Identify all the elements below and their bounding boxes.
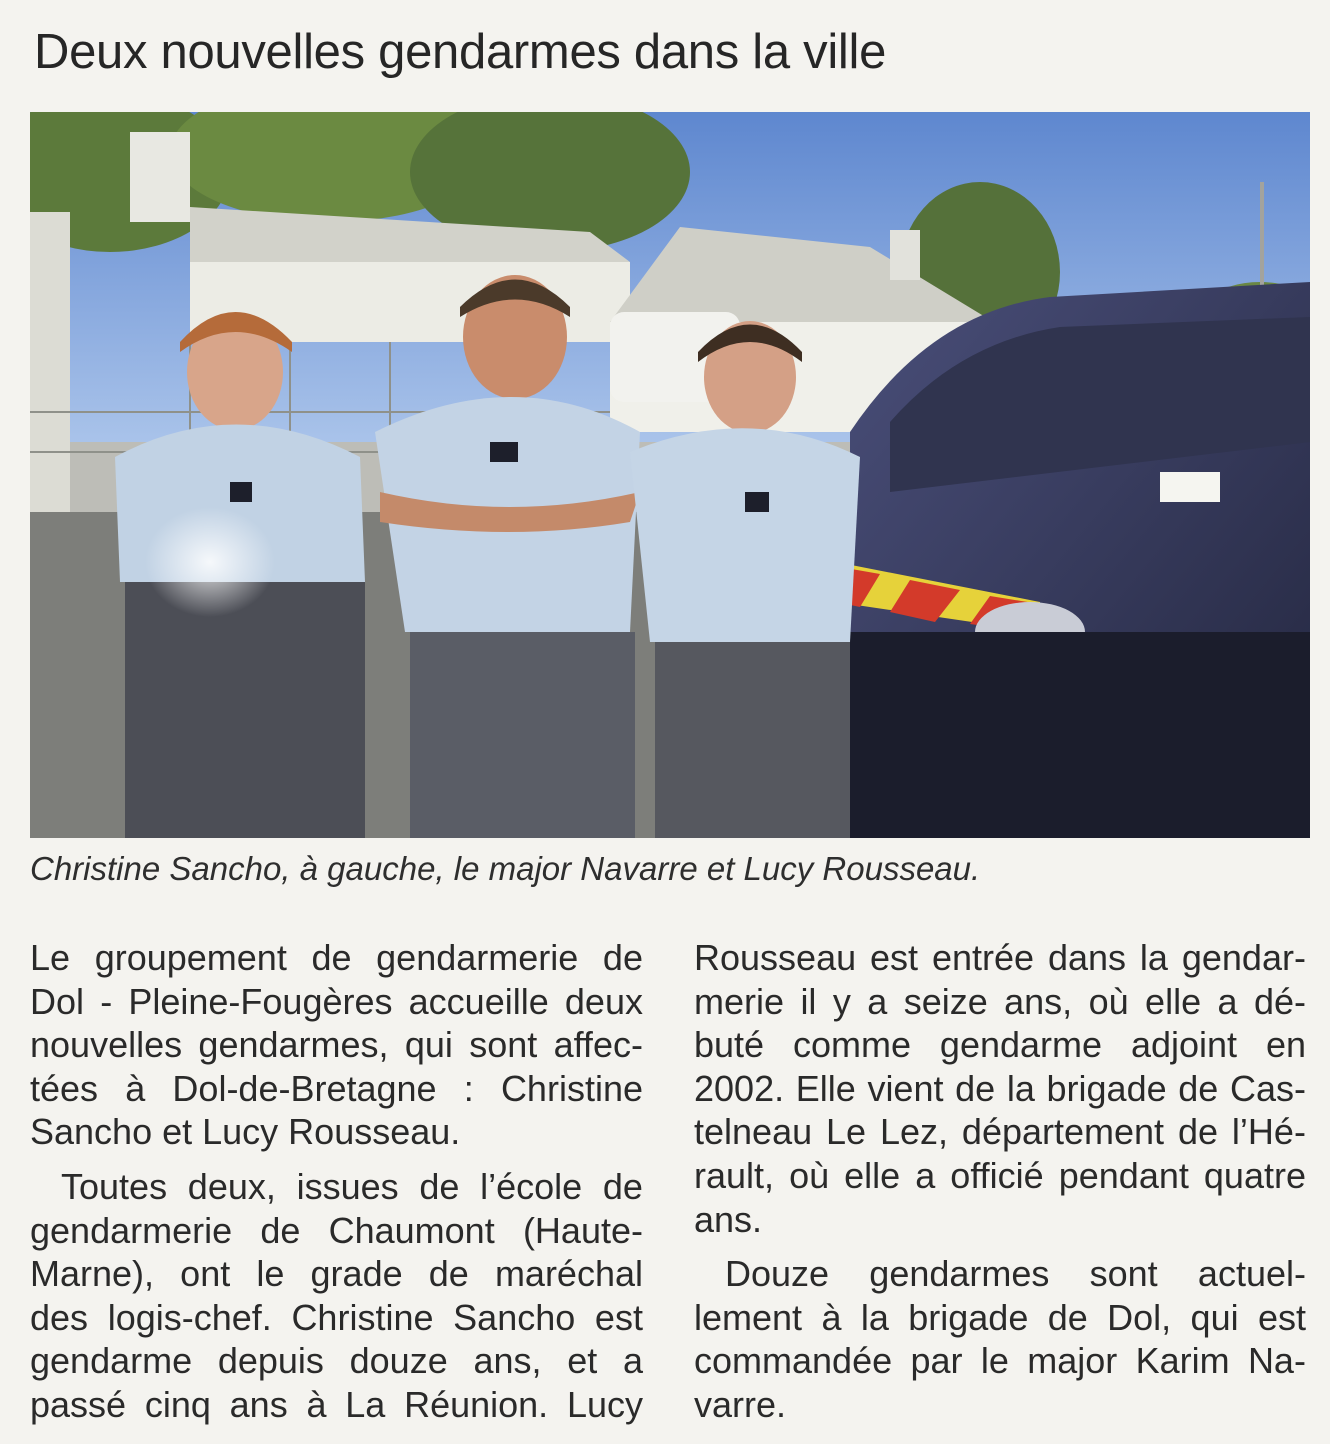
- text-line: Marne), ont le grade de maréchal: [30, 1253, 643, 1295]
- text-line: commandée par le major Karim Na-: [694, 1340, 1306, 1382]
- text-line: merie il y a seize ans, où elle a dé-: [694, 980, 1306, 1022]
- text-line: gendarme depuis douze ans, et a: [30, 1340, 643, 1382]
- text-line: nouvelles gendarmes, qui sont affec-: [30, 1024, 643, 1066]
- article-headline: Deux nouvelles gendarmes dans la ville: [34, 25, 887, 79]
- text-line: varre.: [694, 1383, 787, 1425]
- body-column-left: [30, 936, 643, 1427]
- text-line: Sancho et Lucy Rousseau.: [30, 1111, 461, 1153]
- gendarmerie-vehicle: [836, 282, 1310, 838]
- text-line: ans.: [694, 1198, 763, 1240]
- photo-caption: Christine Sancho, à gauche, le major Navarre et Lucy Rousseau.: [30, 850, 981, 887]
- text-line: buté comme gendarme adjoint en: [694, 1024, 1306, 1066]
- text-line: Toutes deux, issues de l’école de: [61, 1165, 643, 1207]
- chimney: [130, 132, 190, 222]
- text-line: tées à Dol-de-Bretagne : Christine: [30, 1067, 643, 1109]
- text-line: passé cinq ans à La Réunion. Lucy: [30, 1383, 643, 1425]
- article-photo: [30, 112, 1310, 838]
- text-line: 2002. Elle vient de la brigade de Cas-: [694, 1067, 1306, 1109]
- text-line: lement à la brigade de Dol, qui est: [694, 1296, 1306, 1338]
- text-line: rault, où elle a officié pendant quatre: [694, 1154, 1306, 1196]
- text-line: Le groupement de gendarmerie de: [30, 937, 643, 978]
- text-line: telneau Le Lez, département de l’Hé-: [694, 1111, 1306, 1153]
- body-column-right: [694, 936, 1306, 1427]
- text-line: Rousseau est entrée dans la gendar-: [694, 937, 1306, 978]
- text-line: gendarmerie de Chaumont (Haute-: [30, 1209, 643, 1251]
- text-line: Dol - Pleine-Fougères accueille deux: [30, 980, 643, 1022]
- text-line: des logis-chef. Christine Sancho est: [30, 1296, 643, 1338]
- text-line: Douze gendarmes sont actuel-: [725, 1253, 1306, 1295]
